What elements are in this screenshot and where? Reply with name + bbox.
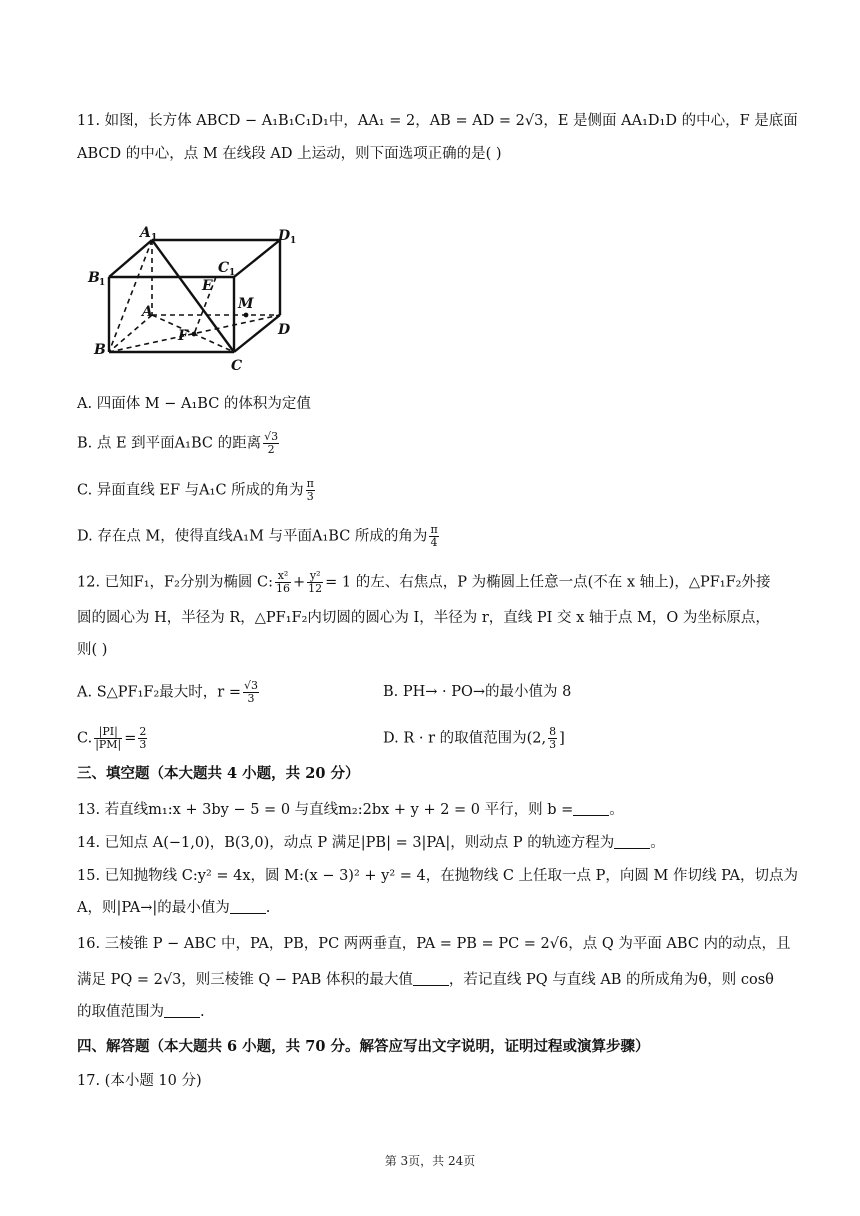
q16-line-3 [77,1002,800,1022]
q11-option-d-den: 4 [430,536,438,549]
q11-option-b-num: √3 [264,430,279,443]
ellipse-x-fraction [275,570,291,595]
q11-option-d-num: π [430,523,438,536]
q12-option-c-equals: = [124,730,137,747]
svg-text:A: A [140,225,151,241]
q12-option-c-value [138,726,147,751]
q12-option-c-num: |PI| [94,726,122,739]
q13-text: 13. 若直线m₁:x + 3by − 5 = 0 与直线m₂:2bx + y + 2 = 0 平行，则 b = [77,802,574,818]
q11-option-d-fraction [429,524,438,549]
q11-option-c-den: 3 [306,490,314,503]
svg-text:B: B [88,270,100,286]
q12-line-3: 则( ) [77,642,108,658]
svg-text:D: D [278,228,291,244]
q12-option-d-text: D. R · r 的取值范围为(2, [383,730,547,747]
q12-option-c-value-num: 2 [139,725,147,738]
q12-option-a-den: 3 [247,692,255,705]
q13-end: 。 [609,802,624,818]
q12-option-a-num: √3 [243,679,258,692]
q11-option-d [77,524,800,549]
q11-option-c [77,478,800,503]
svg-text:1: 1 [99,278,106,288]
q16-end: . [200,1004,205,1020]
ellipse-plus: + [293,574,306,591]
svg-text:1: 1 [290,236,297,246]
cuboid-diagram [84,222,314,372]
q12-option-a-text: A. S△PF₁F₂最大时，r = [77,684,241,701]
ellipse-x-den: 16 [276,582,291,595]
q11-option-c-fraction [306,478,315,503]
q12-line-1 [77,570,800,595]
q14-end: 。 [650,835,665,851]
svg-text:1: 1 [151,233,158,243]
q11-option-a: A. 四面体 M − A₁BC 的体积为定值 [77,396,311,412]
q12-option-d-close: ] [559,730,565,747]
q12-option-d-fraction [548,726,557,751]
svg-text:A: A [142,304,153,320]
q15-end: . [265,900,271,916]
q16-line-2-end: ，若记直线 PQ 与直线 AB 的所成角为θ，则 cosθ [448,972,774,988]
q11-option-b-den: 2 [267,443,275,456]
q15-line-2 [77,898,800,918]
q17-heading: 17. (本小题 10 分) [77,1073,202,1089]
section-3-heading: 三、填空题（本大题共 4 小题，共 20 分） [77,765,360,782]
q14-text: 14. 已知点 A(−1,0)，B(3,0)，动点 P 满足|PB| = 3|PA|，则动点 P 的轨迹方程为 [77,835,615,851]
q11-option-b-fraction [263,431,279,456]
q15-line-1: 15. 已知抛物线 C:y² = 4x，圆 M:(x − 3)² + y² = 4，在抛物线 C 上任取一点 P，向圆 M 作切线 PA，切点为 [77,868,798,884]
q12-option-c-fraction [94,726,122,751]
q16-line-2-start: 满足 PQ = 2√3，则三棱锥 Q − PAB 体积的最大值 [77,972,413,988]
q12-option-a-fraction [243,680,259,705]
q14 [77,833,800,853]
q16-line-1: 16. 三棱锥 P − ABC 中，PA，PB，PC 两两垂直，PA = PB = PC = 2√6，点 Q 为平面 ABC 内的动点，且 [77,936,791,952]
cuboid-figure [84,222,314,372]
svg-text:C: C [218,260,230,276]
ellipse-y-fraction [307,570,323,595]
q11-option-b-text: B. 点 E 到平面A₁BC 的距离 [77,435,262,452]
svg-text:E: E [202,278,213,294]
page-footer: 第 3页，共 24页 [384,1154,476,1168]
q11-option-c-num: π [306,477,314,490]
section-4-heading: 四、解答题（本大题共 6 小题，共 70 分。解答应写出文字说明，证明过程或演算步骤） [77,1038,650,1055]
q12-option-b: B. PH→ · PO→的最小值为 8 [383,684,572,700]
q11-line-2: ABCD 的中心，点 M 在线段 AD 上运动，则下面选项正确的是( ) [77,146,502,162]
ellipse-x-num: x² [275,570,291,583]
q11-option-b [77,431,800,456]
q16-answer-blank-2[interactable] [164,1003,200,1018]
svg-text:B: B [94,342,106,358]
q11-option-d-text: D. 存在点 M，使得直线A₁M 与平面A₁BC 所成的角为 [77,528,428,545]
q16-answer-blank-1[interactable] [413,971,449,986]
q12-option-d [383,726,565,751]
q12-option-d-num: 8 [549,725,557,738]
svg-text:1: 1 [229,268,236,278]
q12-line-1-start: 12. 已知F₁，F₂分别为椭圆 C: [77,574,274,591]
q16-line-3-text: 的取值范围为 [77,1004,164,1020]
q12-line-1-end: = 1 的左、右焦点，P 为椭圆上任意一点(不在 x 轴上)，△PF₁F₂外接 [325,574,771,591]
q12-line-2: 圆的圆心为 H，半径为 R，△PF₁F₂内切圆的圆心为 I，半径为 r，直线 PI 交 x 轴于点 M，O 为坐标原点， [77,610,770,626]
q16-line-2 [77,970,800,990]
ellipse-y-num: y² [307,570,323,583]
q12-option-c-den: |PM| [95,738,122,751]
q11-option-c-text: C. 异面直线 EF 与A₁C 所成的角为 [77,482,304,499]
q14-answer-blank[interactable] [614,834,650,849]
ellipse-y-den: 12 [308,582,323,595]
svg-text:F: F [178,328,188,344]
svg-text:D: D [278,322,291,338]
q11-line-1: 11. 如图，长方体 ABCD − A₁B₁C₁D₁中，AA₁ = 2，AB = AD = 2√3，E 是侧面 AA₁D₁D 的中心，F 是底面 [77,113,798,129]
q13-answer-blank[interactable] [573,801,609,816]
q12-option-d-den: 3 [549,738,557,751]
svg-text:C: C [231,358,243,372]
q15-answer-blank[interactable] [230,899,266,914]
q12-option-c-value-den: 3 [139,738,147,751]
svg-text:M: M [238,296,254,312]
q12-option-c-prefix: C. [77,730,93,747]
q13 [77,800,800,820]
q15-line-2-text: A，则|PA→|的最小值为 [77,900,230,916]
